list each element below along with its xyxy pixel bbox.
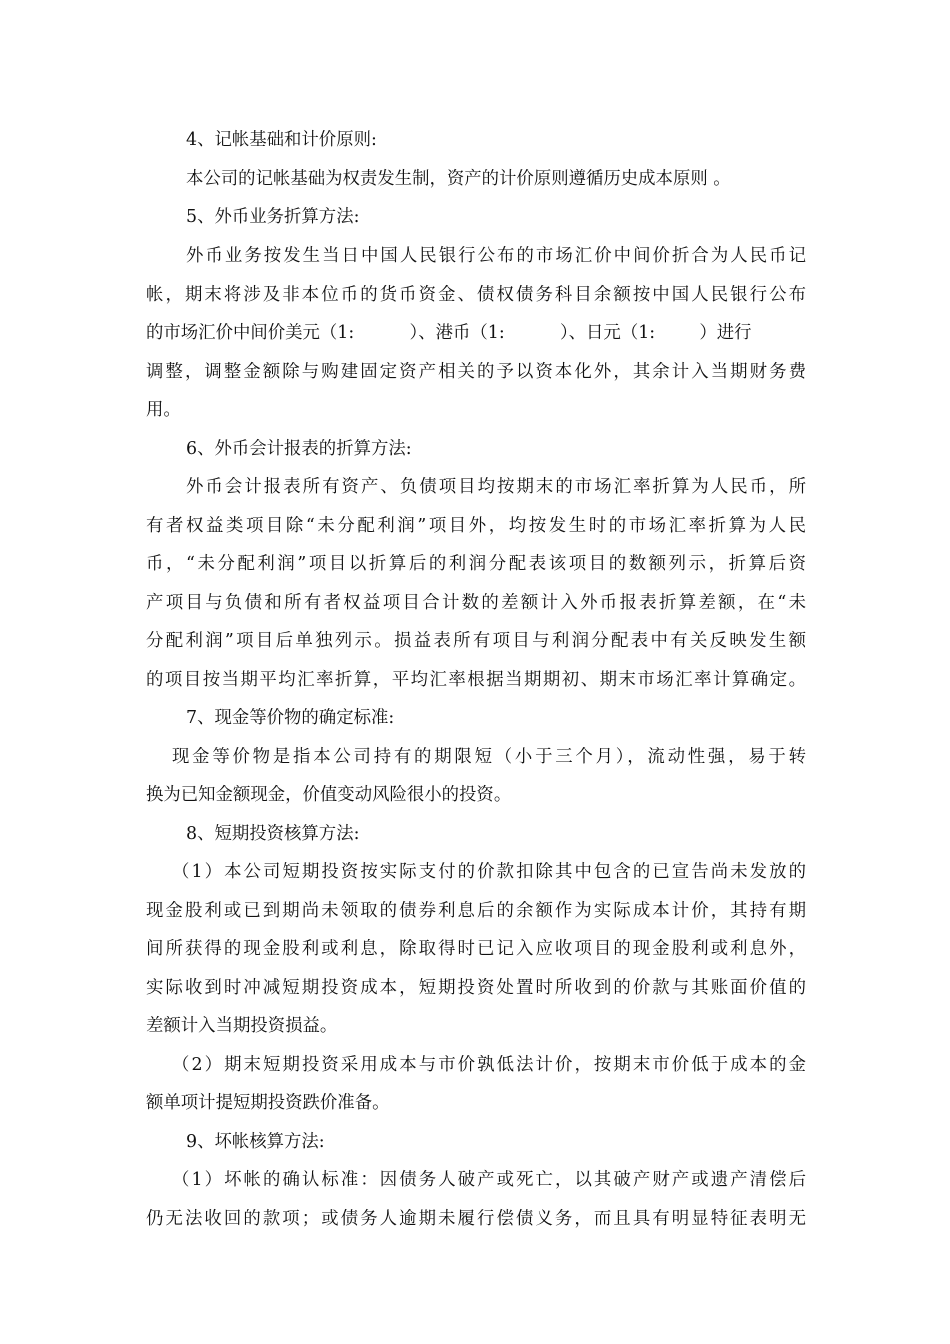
paragraph-line: 差额计入当期投资损益。 [146, 1016, 338, 1036]
paragraph-line: 外币业务按发生当日中国人民银行公布的市场汇价中间价折合为人民币记 [186, 246, 806, 266]
paragraph-line: 外币会计报表所有资产、负债项目均按期末的市场汇率折算为人民币，所 [186, 477, 806, 497]
heading-6-statement-translation: 6、外币会计报表的折算方法: [186, 439, 412, 459]
paragraph-line: 现金等价物是指本公司持有的期限短（小于三个月），流动性强，易于转 [172, 747, 806, 767]
paragraph-line: 本公司的记帐基础为权责发生制，资产的计价原则遵循历史成本原则 。 [186, 169, 731, 189]
paragraph-line: 有者权益类项目除“未分配利润”项目外，均按发生时的市场汇率折算为人民 [146, 516, 806, 536]
heading-5-foreign-currency: 5、外币业务折算方法: [186, 207, 360, 227]
paragraph-line: 币，“未分配利润”项目以折算后的利润分配表该项目的数额列示，折算后资 [146, 554, 806, 574]
paragraph-line: （1）本公司短期投资按实际支付的价款扣除其中包含的已宣告尚未发放的 [172, 862, 806, 882]
paragraph-line: （1）坏帐的确认标准：因债务人破产或死亡，以其破产财产或遗产清偿后 [172, 1170, 806, 1190]
paragraph-line: 间所获得的现金股利或利息，除取得时已记入应收项目的现金股利或利息外， [146, 939, 806, 959]
heading-7-cash-equivalents: 7、现金等价物的确定标准: [186, 708, 395, 728]
paragraph-line: 用。 [146, 400, 181, 420]
paragraph-line: 分配利润”项目后单独列示。损益表所有项目与利润分配表中有关反映发生额 [146, 631, 806, 651]
paragraph-line: 换为已知金额现金，价值变动风险很小的投资。 [146, 785, 512, 805]
paragraph-line: （2）期末短期投资采用成本与市价孰低法计价，按期末市价低于成本的金 [172, 1055, 806, 1075]
paragraph-line: 现金股利或已到期尚未领取的债券利息后的余额作为实际成本计价，其持有期 [146, 901, 806, 921]
paragraph-line: 调整，调整金额除与购建固定资产相关的予以资本化外，其余计入当期财务费 [146, 362, 806, 382]
paragraph-line: 帐，期末将涉及非本位币的货币资金、债权债务科目余额按中国人民银行公布 [146, 285, 806, 305]
paragraph-line: 产项目与负债和所有者权益项目合计数的差额计入外币报表折算差额，在“未 [146, 593, 806, 613]
paragraph-line: 实际收到时冲减短期投资成本，短期投资处置时所收到的价款与其账面价值的 [146, 978, 806, 998]
heading-8-short-term-investment: 8、短期投资核算方法: [186, 824, 360, 844]
heading-4-accounting-basis: 4、记帐基础和计价原则: [186, 130, 377, 150]
paragraph-line: 仍无法收回的款项；或债务人逾期未履行偿债义务，而且具有明显特征表明无 [146, 1209, 806, 1229]
heading-9-bad-debt: 9、坏帐核算方法: [186, 1132, 325, 1152]
paragraph-line: 的市场汇价中间价美元（1: ）、港币（1: ）、日元（1: ）进行 [146, 323, 752, 343]
paragraph-line: 的项目按当期平均汇率折算，平均汇率根据当期期初、期末市场汇率计算确定。 [146, 670, 806, 690]
paragraph-line: 额单项计提短期投资跌价准备。 [146, 1093, 390, 1113]
